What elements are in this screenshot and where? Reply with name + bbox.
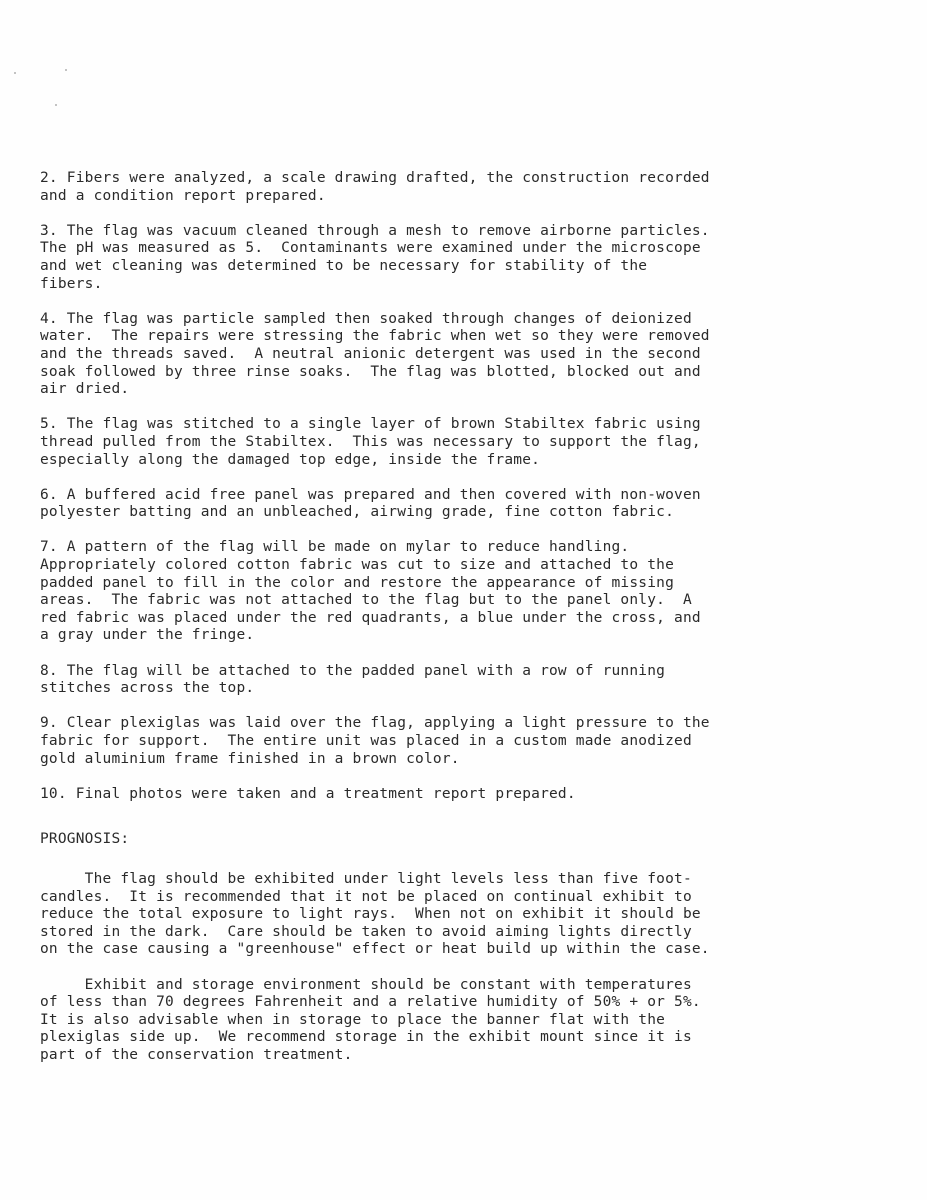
step-6 (40, 487, 870, 522)
text-line: 2. Fibers were analyzed, a scale drawing drafted, the construction recorded (40, 170, 710, 186)
text-line: air dried. (40, 381, 130, 398)
text-line: 6. A buffered acid free panel was prepared and then covered with non-woven (40, 486, 701, 503)
document-body (40, 170, 870, 1082)
text-line: Exhibit and storage environment should be constant with temperatures (40, 976, 692, 993)
text-line: candles. It is recommended that it not be placed on continual exhibit to (40, 888, 692, 905)
text-line: plexiglas side up. We recommend storage in the exhibit mount since it is (40, 1029, 692, 1046)
scan-speck (65, 69, 67, 71)
text-line: The flag should be exhibited under light levels less than five foot- (40, 870, 692, 887)
prognosis-heading (40, 831, 870, 849)
text-line: 4. The flag was particle sampled then soaked through changes of deionized (40, 310, 692, 327)
text-line: and the threads saved. A neutral anionic detergent was used in the second (40, 345, 701, 362)
step-2 (40, 170, 870, 205)
section-heading: PROGNOSIS: (40, 831, 130, 848)
scan-speck (14, 72, 16, 74)
step-4 (40, 311, 870, 399)
text-line: water. The repairs were stressing the fabric when wet so they were removed (40, 328, 710, 345)
text-line: and wet cleaning was determined to be necessary for stability of the (40, 257, 648, 274)
text-line: stitches across the top. (40, 680, 255, 697)
text-line: 3. The flag was vacuum cleaned through a mesh to remove airborne particles. (40, 222, 710, 239)
step-7 (40, 539, 870, 645)
text-line: gold aluminium frame finished in a brown color. (40, 750, 460, 767)
step-3 (40, 223, 870, 293)
text-line: 9. Clear plexiglas was laid over the flag, applying a light pressure to the (40, 715, 710, 732)
text-line: polyester batting and an unbleached, airwing grade, fine cotton fabric. (40, 504, 675, 521)
text-line: It is also advisable when in storage to place the banner flat with the (40, 1011, 666, 1028)
text-line: of less than 70 degrees Fahrenheit and a relative humidity of 50% + or 5%. (40, 994, 701, 1011)
text-line: thread pulled from the Stabiltex. This was necessary to support the flag, (40, 433, 701, 450)
text-line: soak followed by three rinse soaks. The flag was blotted, blocked out and (40, 363, 701, 380)
text-line: 7. A pattern of the flag will be made on mylar to reduce handling. (40, 539, 630, 556)
text-line: 8. The flag will be attached to the padded panel with a row of running (40, 662, 666, 679)
prognosis-paragraph-1 (40, 871, 870, 959)
text-line: The pH was measured as 5. Contaminants were examined under the microscope (40, 240, 701, 257)
prognosis-paragraph-2 (40, 977, 870, 1065)
text-line: areas. The fabric was not attached to the flag but to the panel only. A (40, 592, 692, 609)
text-line: part of the conservation treatment. (40, 1046, 353, 1063)
step-5 (40, 416, 870, 469)
text-line: and a condition report prepared. (40, 187, 326, 204)
text-line: fabric for support. The entire unit was placed in a custom made anodized (40, 733, 692, 749)
step-9 (40, 715, 870, 768)
text-line: on the case causing a "greenhouse" effect or heat build up within the case. (40, 941, 710, 958)
text-line: reduce the total exposure to light rays. When not on exhibit it should be (40, 906, 701, 923)
text-line: stored in the dark. Care should be taken to avoid aiming lights directly (40, 923, 692, 940)
step-8 (40, 663, 870, 698)
text-line: 10. Final photos were taken and a treatment report prepared. (40, 785, 576, 802)
text-line: red fabric was placed under the red quadrants, a blue under the cross, and (40, 609, 701, 626)
text-line: especially along the damaged top edge, inside the frame. (40, 451, 541, 468)
text-line: 5. The flag was stitched to a single layer of brown Stabiltex fabric using (40, 416, 701, 433)
text-line: Appropriately colored cotton fabric was cut to size and attached to the (40, 557, 675, 574)
scan-speck (55, 104, 57, 106)
text-line: fibers. (40, 275, 103, 292)
text-line: padded panel to fill in the color and restore the appearance of missing (40, 574, 675, 591)
step-10 (40, 786, 870, 804)
text-line: a gray under the fringe. (40, 627, 255, 644)
